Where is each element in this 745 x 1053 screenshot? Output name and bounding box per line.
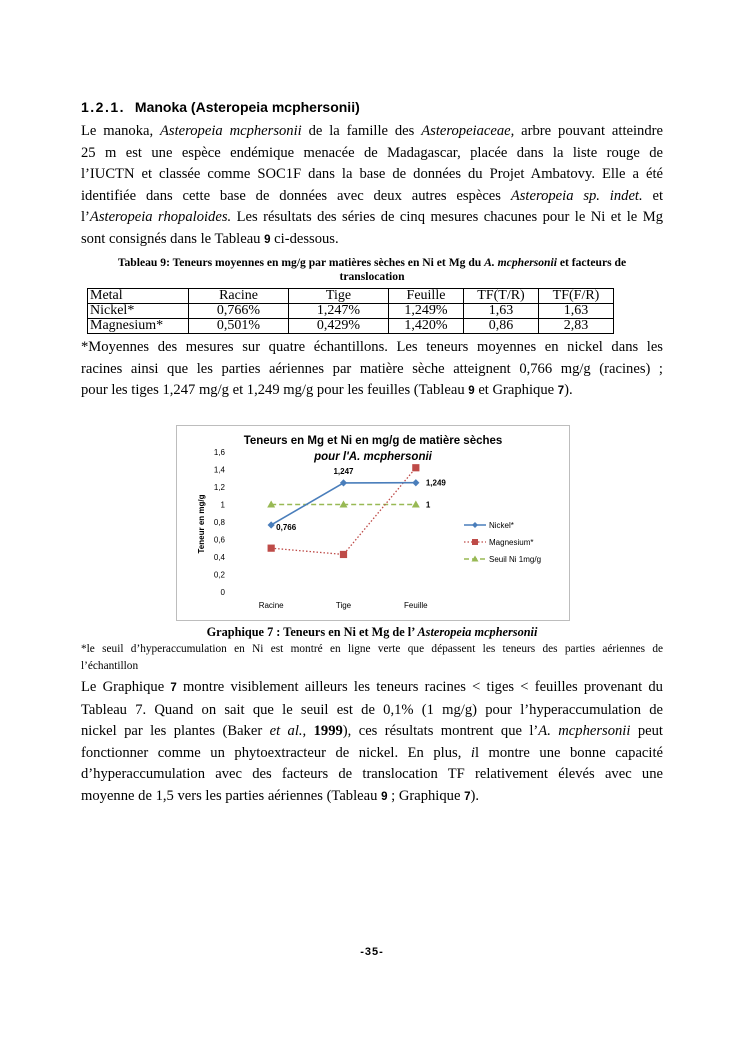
text-line: translocation [339,270,405,283]
table-cell: 0,429% [289,319,389,334]
text-line: d’hyperaccumulation avec des facteurs de translocation TF relativement élevés avec une [81,766,663,783]
legend-label: Nickel* [489,521,514,530]
text-line: *Moyennes des mesures sur quatre échantillons. Les teneurs moyennes en nickel dans les [81,339,663,355]
text: Graphique 7 : Teneurs en Ni et Mg de l’ [206,625,418,639]
species-name: Asteropeia rhopaloides. [89,209,232,226]
chart-canvas [177,426,569,620]
table-ref: 9 [381,790,388,803]
species-name: A. mcphersonii [538,723,631,740]
graph-ref: 7 [464,790,471,803]
header-cell: Racine [189,289,289,304]
data-point [340,479,347,486]
line-chart [176,425,570,621]
text-line: l’échantillon [81,660,139,672]
chart-title-line1: Teneurs en Mg et Ni en mg/g de matière sèches [243,435,503,447]
table-cell: 0,766% [189,304,289,319]
data-point [340,551,347,558]
legend-marker [472,539,478,545]
graph-ref: 7 [170,682,177,694]
section-title: Manoka (Asteropeia mcphersonii) [134,99,360,115]
text: l montre une bonne capacité [474,744,663,761]
text: l’ [81,209,90,226]
table-cell: 1,249̈% [389,304,464,319]
table-cell: 0,86 [464,319,539,334]
text: pour les tiges 1,247 mg/g et 1,249 mg/g pour les feuilles (Tableau [81,382,469,399]
table-caption [81,256,663,284]
citation-year: 1999 [313,723,343,740]
header-cell: TF(F/R) [539,289,614,304]
text: et facteurs de [556,256,627,269]
text-line: 25 m est une espèce endémique menacée de Madagascar, placée dans la liste rouge de [81,144,663,161]
results-paragraph [81,337,663,403]
graph-ref: 7 [557,385,565,398]
graph-caption [81,625,663,640]
y-tick-label: 0,2 [213,570,225,580]
text: moyenne de 1,5 vers les parties aériennes (Tableau [81,787,382,804]
data-label: 0,766 [276,522,297,532]
legend-marker [472,522,478,528]
table-row [88,319,614,334]
chart-title-line2: pour l'A. mcphersonii [314,451,432,463]
text: i [470,744,475,761]
x-tick-label: Racine [258,601,284,610]
text: arbre pouvant atteindre [514,123,663,139]
data-point [412,501,420,508]
text-line: racines ainsi que les parties aériennes par matière sèche atteignent 0,766 mg/g (racines) ; [81,360,663,377]
text: ci-dessous. [270,230,339,247]
text: de la famille des [301,123,422,139]
conclusion-paragraph [81,677,663,809]
table-cell: 0,501% [189,319,289,334]
text: nickel par les plantes (Baker [81,723,270,740]
table-ref: 9 [468,385,475,398]
header-cell: Metal [88,289,189,304]
y-axis-label: Teneur en mg/g [197,494,206,554]
y-tick-label: 1,4 [213,465,225,475]
y-tick-label: 1,6 [213,448,225,457]
text: identifiée dans cette base de données avec deux autres espèces [81,187,511,204]
y-tick-label: 1 [220,500,225,510]
text: ). [564,382,573,399]
text: et Graphique [474,382,558,399]
legend-label: Seuil Ni 1mg/g [489,555,542,564]
page-number: -35- [360,946,384,958]
y-tick-label: 0 [220,588,225,597]
section-number: 1.2.1. [81,99,126,115]
x-tick-label: Feuille [404,601,428,610]
table-cell: Magnesium* [88,319,189,334]
table-ref: 9 [264,233,271,246]
text: Les résultats des séries de cinq mesures chacunes pour le Ni et le Mg [231,209,663,226]
header-cell: Tige [289,289,389,304]
text: fonctionner comme un phytoextracteur de nickel. En plus, [81,744,471,761]
table-cell: 2,83 [539,319,614,334]
table-header-row [88,289,614,304]
text: montre visiblement ailleurs les teneurs racines < tiges < feuilles provenant du [176,679,663,695]
data-point [412,479,419,486]
family-name: Asteropeiaceae, [421,123,515,139]
results-table [87,288,614,334]
text: ), ces résultats montrent que l’ [342,723,539,740]
data-point [412,464,419,471]
x-tick-label: Tige [335,601,352,610]
data-label: 1,247 [333,466,354,476]
species-name: Asteropeia mcphersonii [417,625,538,639]
table-cell: Nickel* [88,304,189,319]
y-tick-label: 0,8 [213,518,225,527]
text: Tableau 9: Teneurs moyennes en mg/g par matières sèches en Ni et Mg du [117,256,485,269]
legend-label: Magnesium* [489,538,534,547]
species-name: A. mcphersonii [484,256,557,269]
text: Le Graphique [81,679,171,695]
y-tick-label: 1,2 [213,483,225,492]
header-cell: TF(T/R) [464,289,539,304]
intro-paragraph [81,121,663,252]
text: ; Graphique [387,787,465,804]
text: Le manoka, [81,123,160,139]
text: peut [630,723,663,740]
text: et [642,187,664,204]
data-label: 1,249 [425,478,446,488]
chart-plot-area [214,448,541,610]
text-line: l’IUCTN et classée comme SOC1F dans la base de données du Projet Ambatovy. Elle a été [81,166,663,183]
y-tick-label: 0,6 [213,535,225,545]
data-point [268,545,275,552]
text: ). [470,787,479,804]
data-label: 1 [425,500,431,510]
citation-etal: et al., [269,723,307,740]
data-point [268,521,275,528]
table-row [88,304,614,319]
y-tick-label: 0,4 [213,553,225,562]
text-line: Tableau 7. Quand on sait que le seuil est de 0,1% (1 mg/g) pour l’hyperaccumulation de [81,701,663,718]
table-cell: 1,63 [464,304,539,319]
section-heading [81,99,360,115]
text: sont consignés dans le Tableau [81,230,265,247]
text-line: *le seuil d’hyperaccumulation en Ni est montré en ligne verte que dépassent les teneurs des parties aériennes de [81,643,663,655]
species-name: Asteropeia mcphersonii [160,123,302,139]
species-name: Asteropeia sp. indet. [510,187,643,204]
table-cell: 1,63 [539,304,614,319]
table-cell: 1,247% [289,304,389,319]
header-cell: Feuille [389,289,464,304]
table-cell: 1,420% [389,319,464,334]
chart-footnote [81,641,663,675]
